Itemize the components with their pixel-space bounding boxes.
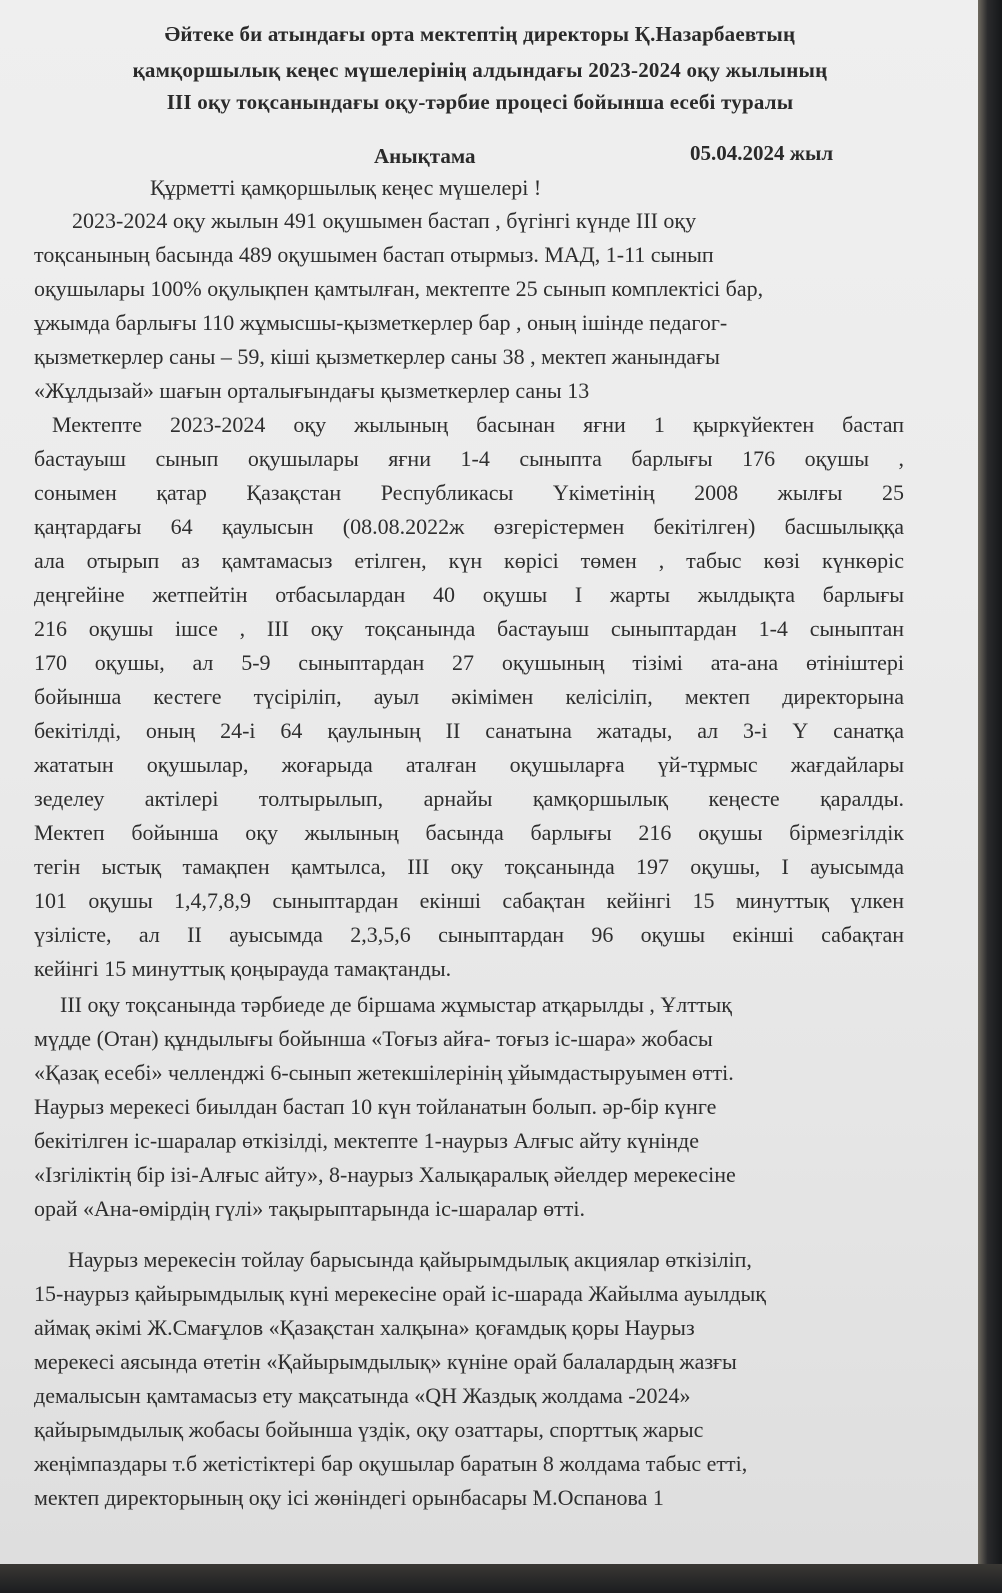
desk-surface-right [978, 0, 1002, 1593]
body-line: ұжымда барлығы 110 жұмысшы-қызметкерлер бар , оның ішінде педагог- [34, 310, 728, 335]
body-line: 170 оқушы, ал 5-9 сыныптардан 27 оқушының тізімі ата-ана өтініштері [34, 650, 904, 675]
body-line: бекітілген іс-шаралар өткізілді, мектепте 1-наурыз Алғыс айту күнінде [34, 1128, 699, 1153]
document-title-line-2: қамқоршылық кеңес мүшелерінің алдындағы 2023-2024 оқу жылының [132, 58, 828, 82]
body-line: қаңтардағы 64 қаулысын (08.08.2022ж өзгерістермен бекітілген) басшылыққа [34, 514, 904, 539]
body-line: кейінгі 15 минуттық қоңырауда тамақтанды. [34, 956, 452, 981]
body-line: «Қазақ есебі» челленджі 6-сынып жетекшілерінің ұйымдастыруымен өтті. [34, 1060, 734, 1085]
document-date: 05.04.2024 жыл [690, 141, 834, 165]
document-title-line-3: ІІІ оқу тоқсанындағы оқу-тәрбие процесі бойынша есебі туралы [166, 90, 794, 114]
document-subtitle: Анықтама [374, 144, 476, 168]
body-line: аймақ әкімі Ж.Смағұлов «Қазақстан халқына» қоғамдық қоры Наурыз [34, 1315, 695, 1340]
body-line: қайырымдылық жобасы бойынша үздік, оқу озаттары, спорттық жарыс [34, 1417, 704, 1442]
body-line: демалысын қамтамасыз ету мақсатында «QH Жаздық жолдама -2024» [34, 1383, 691, 1408]
body-line: 101 оқушы 1,4,7,8,9 сыныптардан екінші сабақтан кейінгі 15 минуттық үлкен [34, 888, 904, 913]
body-line: сонымен қатар Қазақстан Республикасы Үкіметінің 2008 жылғы 25 [34, 480, 904, 505]
greeting-line: Құрметті қамқоршылық кеңес мүшелері ! [150, 175, 542, 200]
body-line: «Ізгіліктің бір ізі-Алғыс айту», 8-наурыз Халықаралық әйелдер мерекесіне [34, 1162, 736, 1187]
body-line: Наурыз мерекесін тойлау барысында қайырымдылық акциялар өткізіліп, [68, 1247, 752, 1272]
body-line: орай «Ана-өмірдің гүлі» тақырыптарында іс-шаралар өтті. [34, 1196, 586, 1221]
body-line: 216 оқушы ішсе , ІІІ оқу тоқсанында бастауыш сыныптардан 1-4 сыныптан [34, 616, 904, 641]
body-line: мектеп директорының оқу ісі жөніндегі орынбасары М.Оспанова 1 [34, 1485, 664, 1510]
body-line: бастауыш сынып оқушылары яғни 1-4 сыныпта барлығы 176 оқушы , [34, 446, 904, 471]
body-line: бекітілді, оның 24-і 64 қаулының ІІ санатына жатады, ал 3-і Ү санатқа [34, 718, 904, 743]
body-line: ала отырып аз қамтамасыз етілген, күн көрісі төмен , табыс көзі күнкөріс [34, 548, 904, 573]
body-line: 2023-2024 оқу жылын 491 оқушымен бастап , бүгінгі күнде ІІІ оқу [72, 208, 697, 233]
body-line: мерекесі аясында өтетін «Қайырымдылық» күніне орай балалардың жазғы [34, 1349, 737, 1374]
document-title-line-1: Әйтеке би атындағы орта мектептің директоры Қ.Назарбаевтың [164, 22, 796, 46]
body-line: деңгейіне жетпейтін отбасылардан 40 оқушы І жарты жылдықта барлығы [34, 582, 904, 607]
body-line: үзілісте, ал ІІ ауысымда 2,3,5,6 сыныптардан 96 оқушы екінші сабақтан [34, 922, 904, 947]
body-line: оқушылары 100% оқулықпен қамтылған, мектепте 25 сынып комплектісі бар, [34, 276, 764, 301]
body-line: жеңімпаздары т.б жетістіктері бар оқушылар баратын 8 жолдама табыс етті, [34, 1451, 748, 1476]
body-line: жататын оқушылар, жоғарыда аталған оқушыларға үй-тұрмыс жағдайлары [34, 752, 904, 777]
body-line: мүдде (Отан) құндылығы бойынша «Тоғыз айға- тоғыз іс-шара» жобасы [34, 1026, 713, 1051]
body-line: қызметкерлер саны – 59, кіші қызметкерлер саны 38 , мектеп жанындағы [34, 344, 720, 369]
body-line: Мектепте 2023-2024 оқу жылының басынан яғни 1 қыркүйектен бастап [52, 412, 904, 437]
body-line: бойынша кестеге түсіріліп, ауыл әкімімен келісіліп, мектеп директорына [34, 684, 904, 709]
body-line: тегін ыстық тамақпен қамтылса, ІІІ оқу тоқсанында 197 оқушы, І ауысымда [34, 854, 904, 879]
desk-surface-bottom [0, 1564, 1002, 1593]
body-line: зеделеу актілері толтырылып, арнайы қамқоршылық кеңесте қаралды. [34, 786, 904, 811]
body-line: Мектеп бойынша оқу жылының басында барлығы 216 оқушы бірмезгілдік [34, 820, 904, 845]
body-line: «Жұлдызай» шағын орталығындағы қызметкерлер саны 13 [34, 378, 590, 403]
body-line: тоқсанының басында 489 оқушымен бастап отырмыз. МАД, 1-11 сынып [34, 242, 714, 267]
body-line: Наурыз мерекесі биылдан бастап 10 күн тойланатын болып. әр-бір күнге [34, 1094, 717, 1119]
body-line: 15-наурыз қайырымдылық күні мерекесіне орай іс-шарада Жайылма ауылдық [34, 1281, 766, 1306]
body-line: ІІІ оқу тоқсанында тәрбиеде де біршама жұмыстар атқарылды , Ұлттық [60, 992, 732, 1017]
